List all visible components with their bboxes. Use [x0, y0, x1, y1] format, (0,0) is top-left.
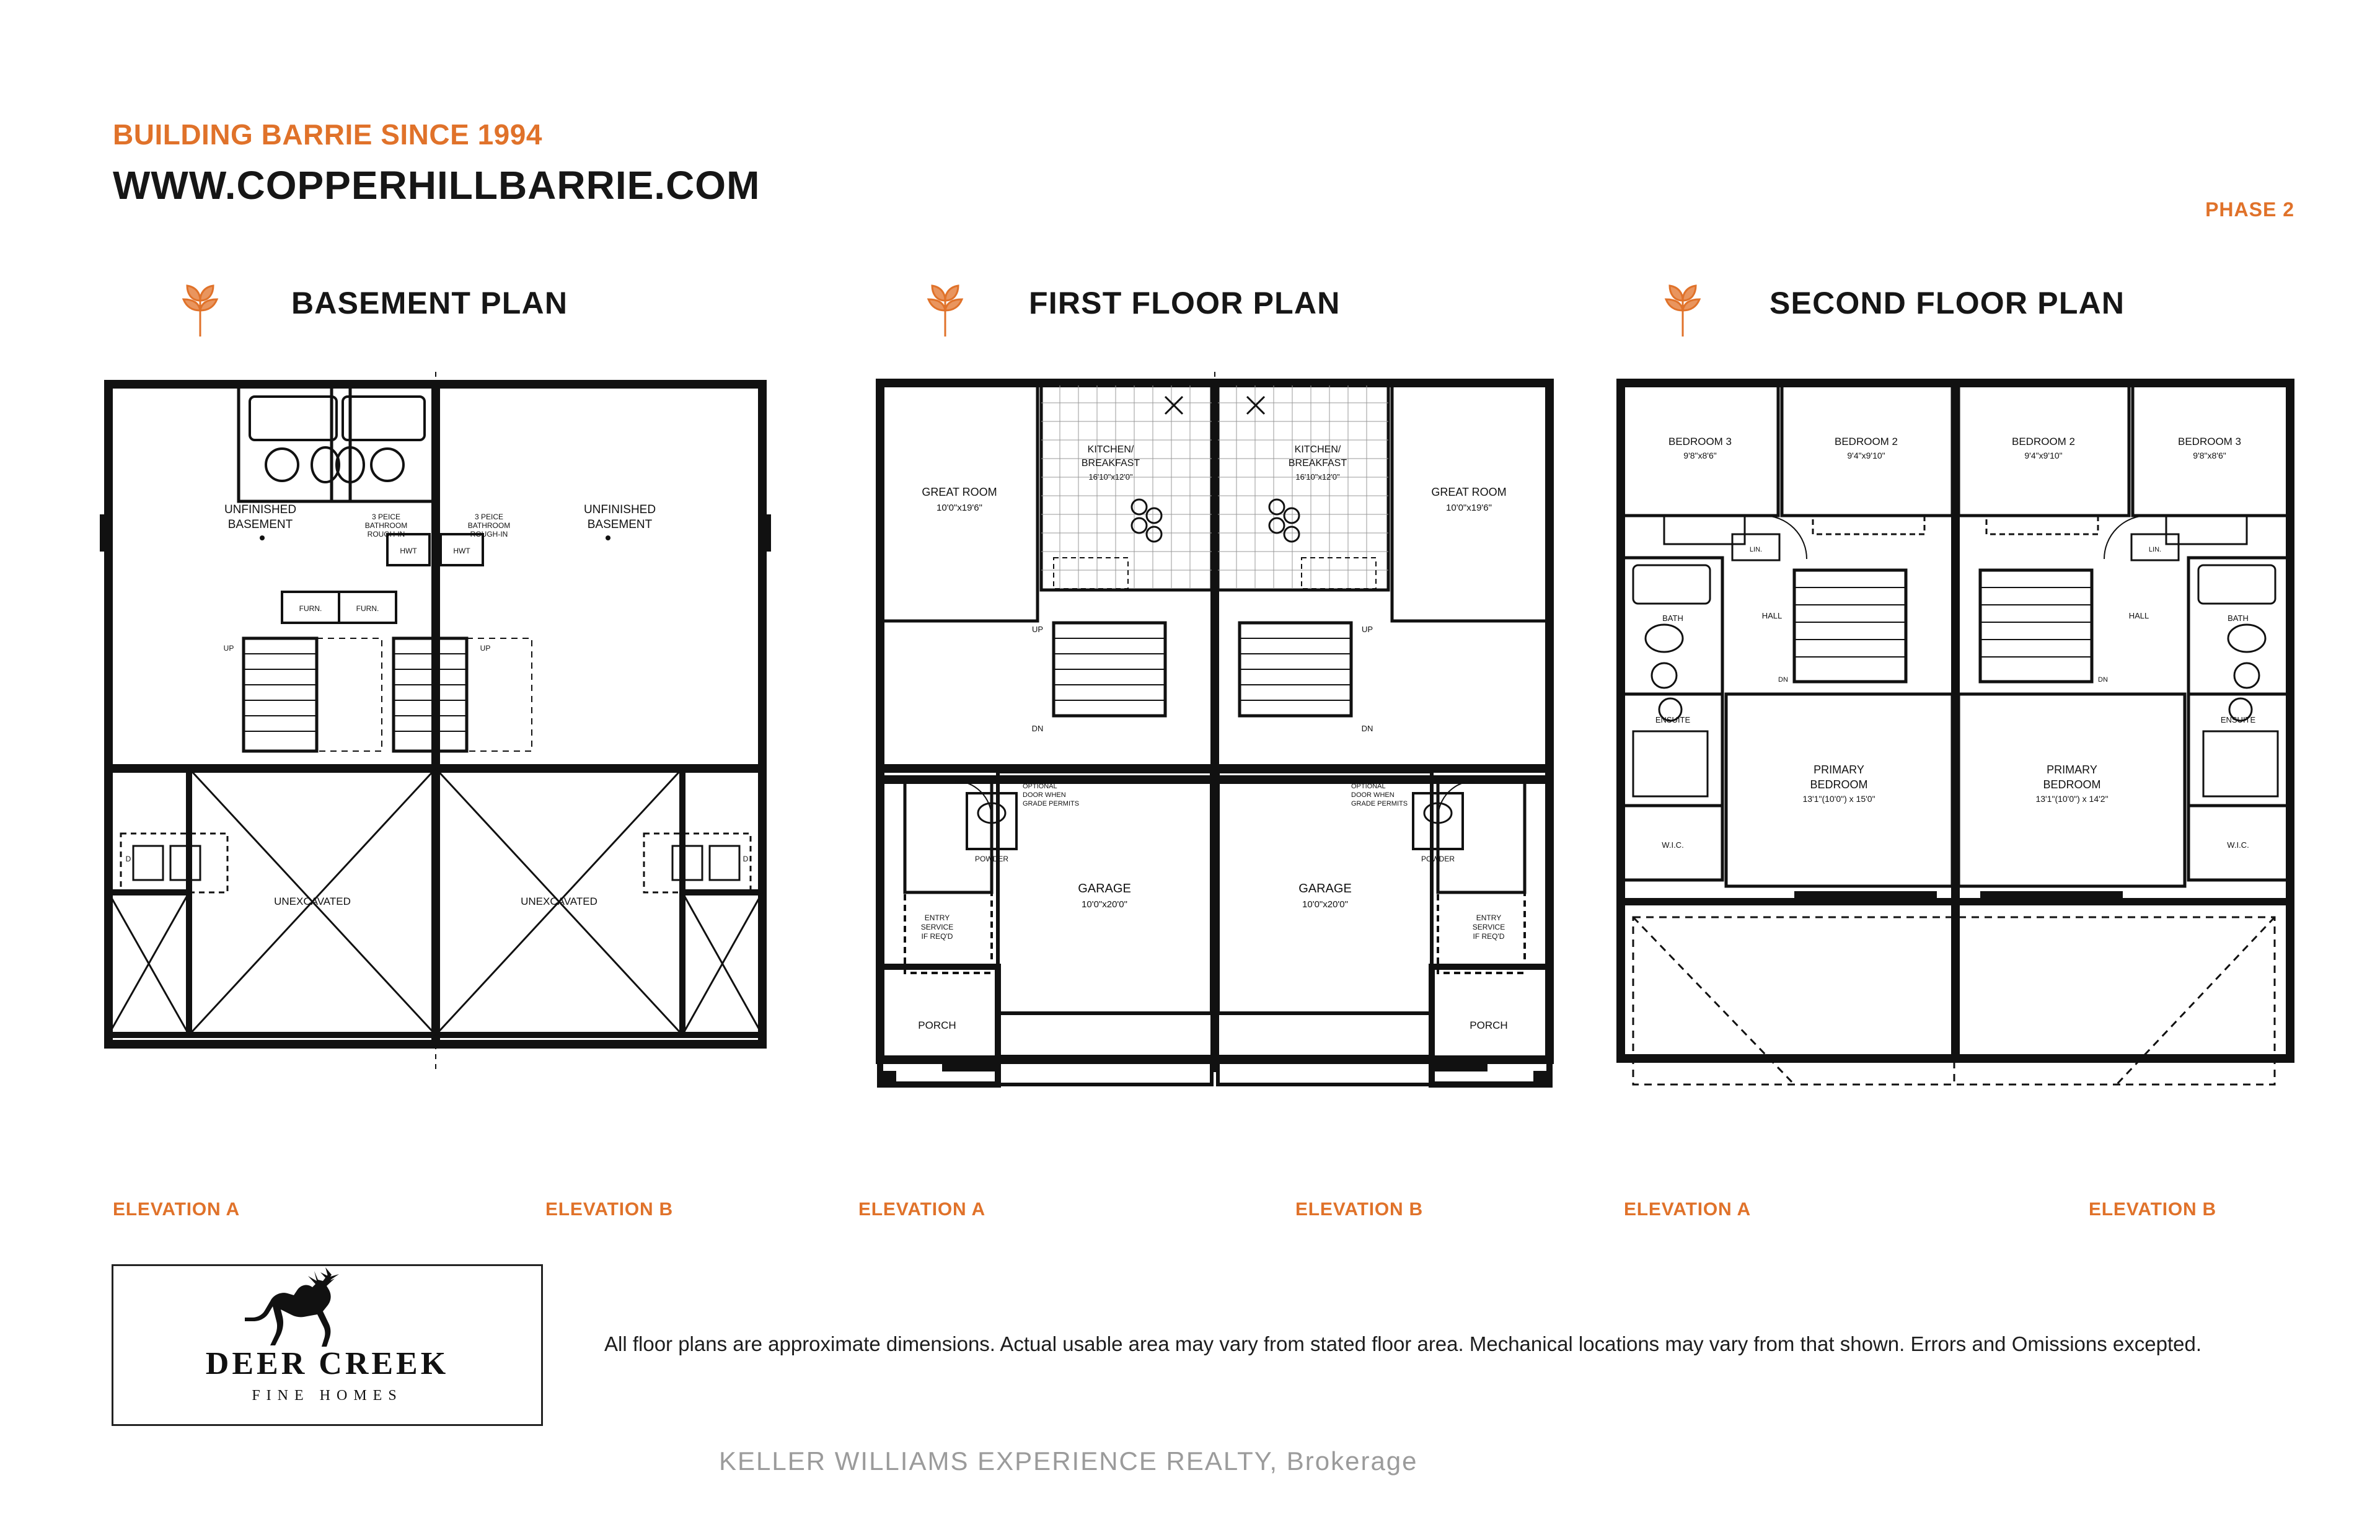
note-label: DN [1031, 724, 1044, 733]
room-label: POWDER [975, 855, 1008, 863]
room-label: PORCH [918, 1019, 956, 1031]
elevation-label-first-a: ELEVATION A [858, 1199, 985, 1220]
watermark: KELLER WILLIAMS EXPERIENCE REALTY, Brokerage [713, 1444, 1424, 1479]
room-label: HALL [1761, 611, 1783, 620]
room-label: BREAKFAST [1288, 458, 1347, 469]
room-label: IF REQ'D [921, 932, 953, 941]
disclaimer-text: All floor plans are approximate dimensions. Actual usable area may vary from stated floor area. Mechanical locations may vary from that shown. Errors and Omissions excepted. [604, 1332, 2202, 1355]
note-label: OPTIONAL [1351, 783, 1386, 790]
room-label: BATHROOM [467, 521, 511, 530]
wheat-icon [923, 282, 967, 338]
room-label: ENSUITE [2220, 715, 2256, 724]
room-label: GARAGE [1298, 882, 1352, 895]
note-label: D [743, 855, 749, 863]
note-label: FURN. [299, 604, 322, 613]
deer-icon [113, 1266, 541, 1347]
builder-name: DEER CREEK [205, 1346, 449, 1381]
room-dim: 9'8"x8'6" [2193, 451, 2226, 460]
room-label: W.I.C. [1662, 840, 1684, 850]
elevation-label-first-b: ELEVATION B [1295, 1199, 1424, 1220]
room-label: BEDROOM [2043, 778, 2101, 791]
plan-title-second-floor: SECOND FLOOR PLAN [1770, 286, 2125, 320]
room-label: GREAT ROOM [1431, 486, 1507, 498]
room-dim: 10'0"x20'0" [1302, 899, 1348, 910]
room-label: SERVICE [1472, 923, 1505, 931]
note-label: DN [1778, 676, 1788, 684]
room-label: GREAT ROOM [922, 486, 997, 498]
room-label: BASEMENT [587, 518, 653, 531]
svg-text:GRADE PERMITS: GRADE PERMITS [1023, 800, 1080, 807]
note-label: HWT [453, 547, 470, 555]
note-label: D [125, 855, 131, 863]
note-label: UP [223, 644, 234, 653]
note-label: HWT [400, 547, 417, 555]
note-label: UP [1031, 625, 1044, 634]
room-label: 3 PEICE [474, 513, 504, 521]
room-dim: 13'1"(10'0") x 15'0" [1802, 794, 1875, 804]
note-label: UP [480, 644, 491, 653]
plan-title-basement: BASEMENT PLAN [291, 286, 568, 320]
room-label: 3 PEICE [371, 513, 401, 521]
room-dim: 10'0"x19'6" [937, 503, 982, 513]
room-label: BATH [1662, 614, 1683, 623]
note-label: DN [2098, 676, 2108, 684]
plan-title-first-floor: FIRST FLOOR PLAN [1029, 286, 1341, 320]
room-label: UNEXCAVATED [274, 895, 351, 907]
builder-tagline: FINE HOMES [252, 1388, 403, 1404]
room-label: BEDROOM 2 [1834, 436, 1898, 447]
room-label: LIN. [2148, 546, 2162, 553]
room-label: PORCH [1470, 1019, 1508, 1031]
room-dim: 10'0"x20'0" [1082, 899, 1127, 910]
room-dim: 16'10"x12'0" [1295, 472, 1340, 482]
room-label: SERVICE [920, 923, 954, 931]
room-label: BATHROOM [364, 521, 408, 530]
room-dim: 9'4"x9'10" [1847, 451, 1885, 460]
room-label: BASEMENT [227, 518, 293, 531]
room-label: IF REQ'D [1473, 932, 1505, 941]
svg-text:DOOR WHEN: DOOR WHEN [1023, 791, 1066, 799]
first-floor-plan-drawing [868, 372, 1562, 1103]
room-label: UNEXCAVATED [521, 895, 597, 907]
room-label: POWDER [1421, 855, 1455, 863]
builder-logo [112, 1264, 543, 1426]
room-label: PRIMARY [2047, 763, 2097, 776]
tagline: BUILDING BARRIE SINCE 1994 [113, 118, 542, 151]
basement-plan-drawing [96, 372, 775, 1072]
elevation-label-basement-a: ELEVATION A [113, 1199, 240, 1220]
room-label: UNFINISHED [224, 503, 297, 516]
phase-label: PHASE 2 [2205, 198, 2294, 221]
svg-text:GRADE PERMITS: GRADE PERMITS [1351, 800, 1408, 807]
note-label: UP [1361, 625, 1373, 634]
room-label: ENTRY [924, 913, 950, 922]
note-label: DN [1361, 724, 1373, 733]
second-floor-plan-drawing [1608, 372, 2303, 1103]
note-label: OPTIONAL [1023, 783, 1057, 790]
room-label: W.I.C. [2227, 840, 2249, 850]
room-dim: 16'10"x12'0" [1088, 472, 1133, 482]
room-label: GARAGE [1078, 882, 1131, 895]
elevation-label-second-a: ELEVATION A [1624, 1199, 1751, 1220]
room-label: BEDROOM 3 [1668, 436, 1732, 447]
svg-text:DOOR WHEN: DOOR WHEN [1351, 791, 1395, 799]
elevation-label-second-b: ELEVATION B [2089, 1199, 2217, 1220]
elevation-label-basement-b: ELEVATION B [545, 1199, 674, 1220]
wheat-icon [1661, 282, 1704, 338]
room-dim: 9'8"x8'6" [1683, 451, 1717, 460]
room-label: BREAKFAST [1081, 458, 1140, 469]
room-label: KITCHEN/ [1294, 444, 1341, 455]
room-label: LIN. [1749, 546, 1763, 553]
room-label: BEDROOM [1810, 778, 1868, 791]
room-dim: 10'0"x19'6" [1446, 503, 1492, 513]
room-label: ROUGH-IN [470, 530, 508, 539]
note-label: FURN. [356, 604, 379, 613]
room-label: HALL [2128, 611, 2149, 620]
room-label: KITCHEN/ [1087, 444, 1134, 455]
room-label: ROUGH-IN [367, 530, 405, 539]
wheat-icon [178, 282, 222, 338]
room-dim: 9'4"x9'10" [2024, 451, 2063, 460]
room-dim: 13'1"(10'0") x 14'2" [2035, 794, 2109, 804]
room-label: ENTRY [1476, 913, 1502, 922]
room-label: BEDROOM 2 [2011, 436, 2076, 447]
room-label: BATH [2228, 614, 2249, 623]
room-label: UNFINISHED [583, 503, 656, 516]
room-label: BEDROOM 3 [2177, 436, 2242, 447]
website-url: WWW.COPPERHILLBARRIE.COM [113, 163, 760, 208]
room-label: PRIMARY [1814, 763, 1864, 776]
room-label: ENSUITE [1655, 715, 1691, 724]
